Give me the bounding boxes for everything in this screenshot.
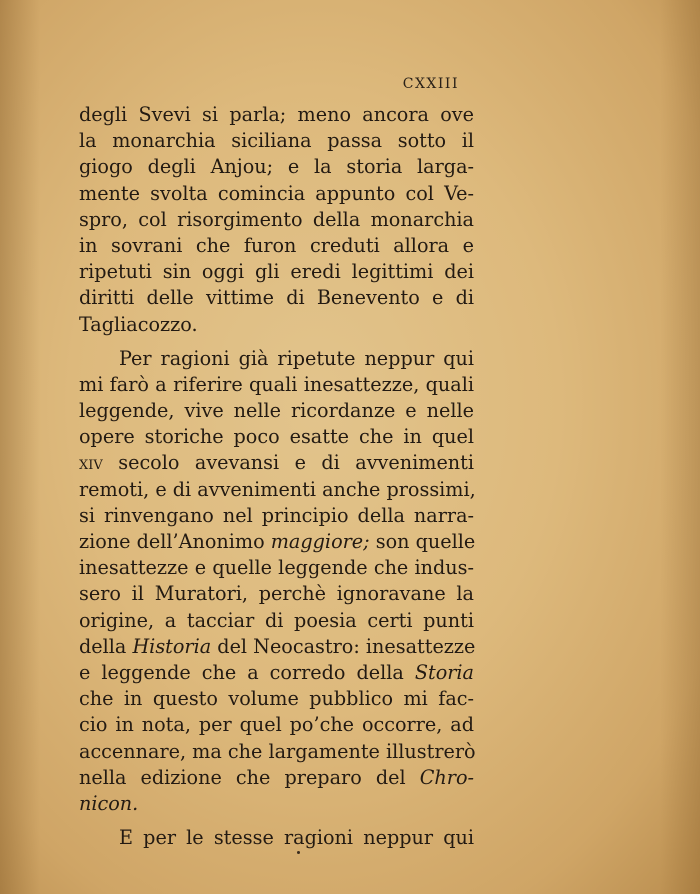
text-fragment: e leggende che a corredo della bbox=[79, 660, 415, 684]
print-speck bbox=[297, 851, 300, 854]
page-edge-shadow-right bbox=[660, 0, 700, 894]
page-edge-shadow-left bbox=[0, 0, 40, 894]
text-line bbox=[79, 791, 474, 817]
text-fragment: secolo avevansi e di avvenimenti bbox=[102, 451, 474, 475]
text-fragment: zione dell’Anonimo bbox=[79, 530, 271, 553]
text-line: Per ragioni già ripetute neppur qui bbox=[119, 346, 474, 370]
text-line: spro, col risorgimento della monarchia bbox=[79, 207, 474, 231]
text-line: che in questo volume pubblico mi fac- bbox=[79, 687, 474, 711]
paragraph-1 bbox=[79, 102, 474, 338]
paragraph-3 bbox=[79, 825, 474, 851]
text-line: cio in nota, per quel po’che occorre, ad bbox=[79, 713, 474, 737]
text-line: accennare, ma che largamente illustrerò bbox=[79, 739, 476, 763]
italic-term-maggiore: maggiore; bbox=[270, 530, 370, 553]
text-line: la monarchia siciliana passa sotto il bbox=[79, 129, 474, 153]
text-line: leggende, vive nelle ricordanze e nelle bbox=[79, 399, 474, 423]
text-fragment: del Neocastro: inesattezze bbox=[211, 634, 476, 658]
text-line: sero il Muratori, perchè ignoravane la bbox=[79, 582, 474, 606]
text-line: ripetuti sin oggi gli eredi legittimi dei bbox=[79, 260, 474, 284]
text-line: giogo degli Anjou; e la storia larga- bbox=[79, 155, 474, 179]
italic-title-chronicon-part2: nicon. bbox=[79, 791, 139, 815]
text-fragment: nella edizione che preparo del bbox=[79, 765, 420, 789]
text-line bbox=[79, 529, 474, 555]
page-number: CXXIII bbox=[402, 76, 459, 92]
text-line bbox=[79, 634, 474, 660]
text-fragment: son quelle bbox=[369, 530, 476, 553]
italic-title-storia: Storia bbox=[414, 660, 474, 684]
body-text bbox=[79, 102, 474, 851]
italic-title-historia: Historia bbox=[132, 634, 212, 658]
paragraph-2 bbox=[79, 346, 474, 817]
text-line: si rinvengano nel principio della narra- bbox=[79, 503, 474, 527]
text-line: Tagliacozzo. bbox=[79, 312, 198, 336]
text-line: degli Svevi si parla; meno ancora ove bbox=[79, 103, 474, 126]
text-line: inesattezze e quelle leggende che indus- bbox=[79, 556, 474, 580]
text-fragment: della bbox=[79, 634, 133, 658]
text-line: remoti, e di avvenimenti anche prossimi, bbox=[79, 477, 476, 501]
text-line: opere storiche poco esatte che in quel bbox=[79, 425, 474, 449]
text-line bbox=[79, 765, 474, 791]
text-line: mi farò a riferire quali inesattezze, quali bbox=[79, 372, 474, 396]
text-line: origine, a tacciar di poesia certi punti bbox=[79, 608, 474, 632]
roman-numeral-century: xiv bbox=[79, 451, 103, 475]
text-line: E per le stesse ragioni neppur qui bbox=[119, 826, 474, 850]
text-line: diritti delle vittime di Benevento e di bbox=[79, 286, 474, 310]
text-line bbox=[79, 450, 474, 476]
italic-title-chronicon-part1: Chro- bbox=[419, 765, 474, 789]
text-line: in sovrani che furon creduti allora e bbox=[79, 233, 474, 257]
text-line: mente svolta comincia appunto col Ve- bbox=[79, 181, 474, 205]
text-line bbox=[79, 660, 474, 686]
